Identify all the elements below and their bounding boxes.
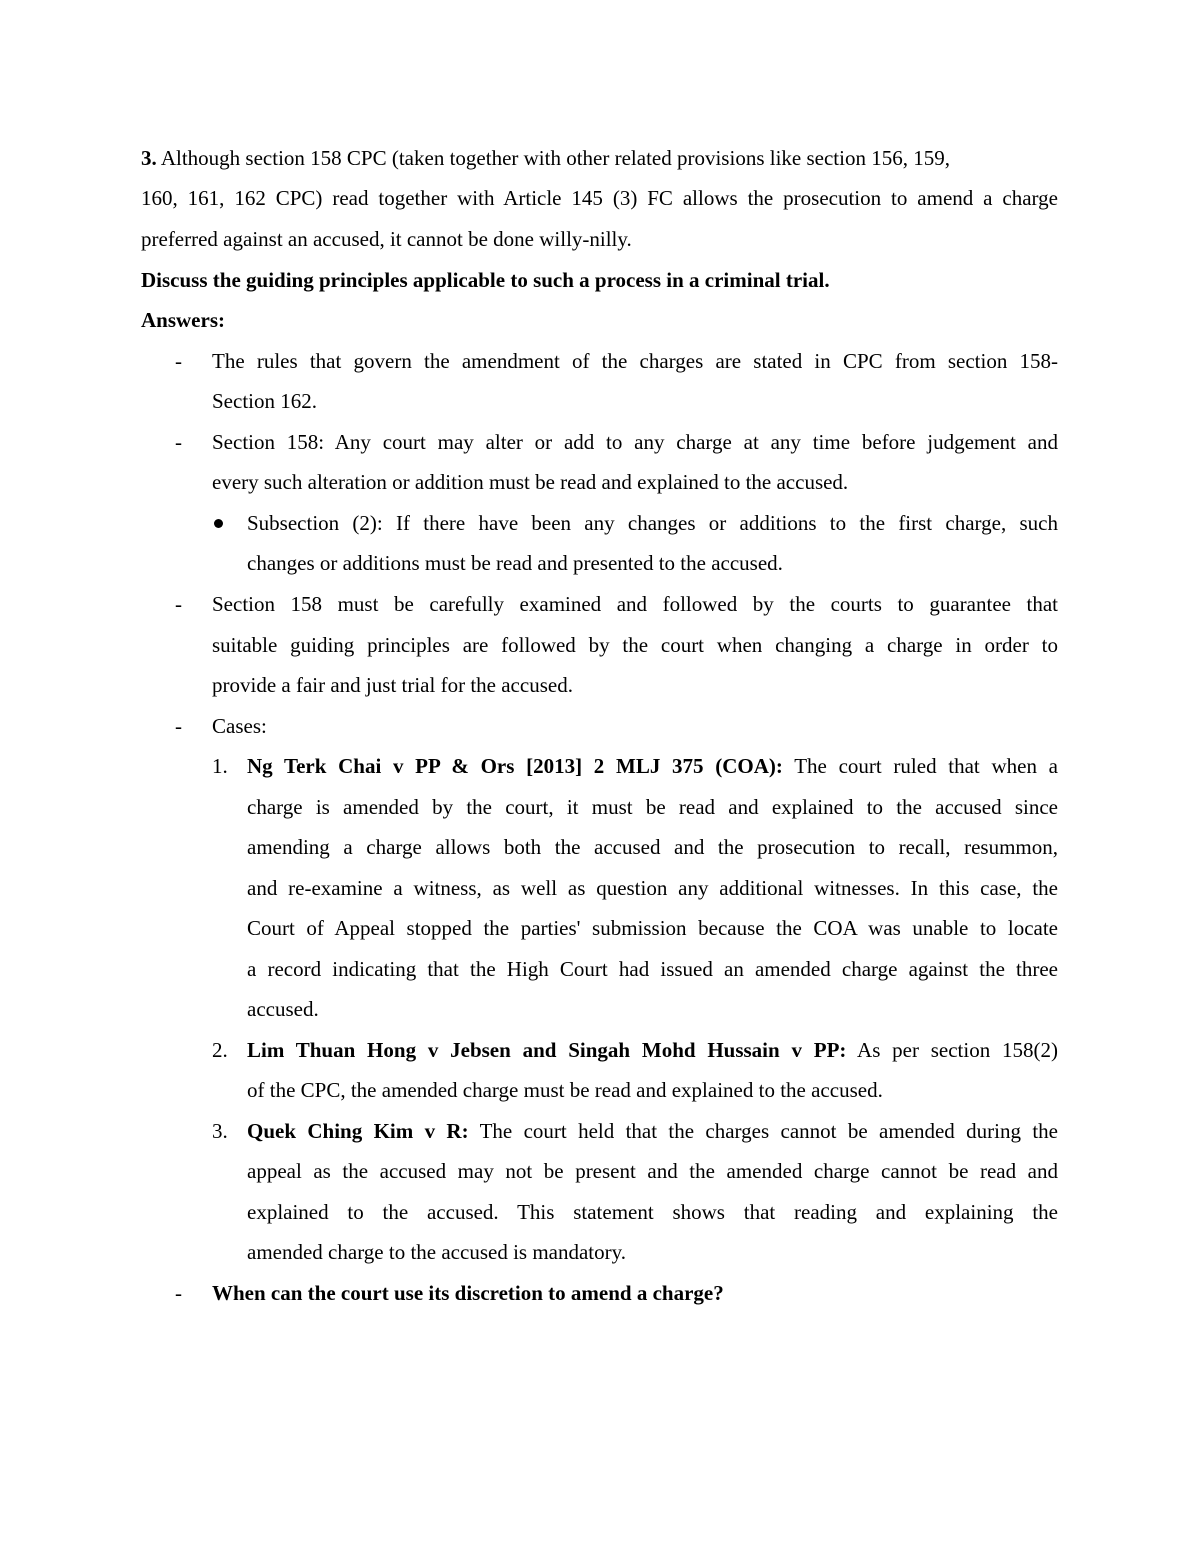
- question-prompt: Discuss the guiding principles applicable to such a process in a criminal trial.: [141, 268, 830, 292]
- case-3-line-4: amended charge to the accused is mandatory.: [247, 1240, 627, 1264]
- question-line-2: 160, 161, 162 CPC) read together with Article 145 (3) FC allows the prosecution to amend a charge: [141, 186, 1058, 210]
- case-title: Ng Terk Chai v PP & Ors [2013] 2 MLJ 375 (COA):: [247, 754, 783, 778]
- round-bullet-icon: [214, 519, 223, 528]
- dash-bullet: -: [175, 349, 182, 373]
- case-2-line-1: [247, 1037, 1058, 1063]
- case-title: Lim Thuan Hong v Jebsen and Singah Mohd Hussain v PP:: [247, 1038, 847, 1062]
- s158-line-1: Section 158: Any court may alter or add to any charge at any time before judgement and: [212, 430, 1058, 454]
- subsection-line-1: Subsection (2): If there have been any changes or additions to the first charge, such: [247, 511, 1058, 535]
- case-1-line-6: a record indicating that the High Court had issued an amended charge against the three: [247, 957, 1058, 981]
- case-text: As per section 158(2): [857, 1038, 1058, 1062]
- question-number: 3.: [141, 146, 157, 170]
- case-1-line-7: accused.: [247, 997, 319, 1021]
- case-number: 3.: [212, 1119, 228, 1143]
- case-text: The court held that the charges cannot be amended during the: [479, 1119, 1058, 1143]
- case-title: Quek Ching Kim v R:: [247, 1119, 469, 1143]
- case-number: 2.: [212, 1038, 228, 1062]
- discretion-question: When can the court use its discretion to amend a charge?: [212, 1281, 724, 1305]
- case-1-line-4: and re-examine a witness, as well as question any additional witnesses. In this case, the: [247, 876, 1058, 900]
- dash-bullet: -: [175, 714, 182, 738]
- examined-line-1: Section 158 must be carefully examined and followed by the courts to guarantee that: [212, 592, 1058, 616]
- question-line-3: preferred against an accused, it cannot be done willy-nilly.: [141, 227, 632, 251]
- rules-line-1: The rules that govern the amendment of the charges are stated in CPC from section 158-: [212, 349, 1058, 373]
- dash-bullet: -: [175, 592, 182, 616]
- case-number: 1.: [212, 754, 228, 778]
- case-3-line-2: appeal as the accused may not be present and the amended charge cannot be read and: [247, 1159, 1058, 1183]
- case-text: The court ruled that when a: [794, 754, 1058, 778]
- case-1-line-3: amending a charge allows both the accused and the prosecution to recall, resummon,: [247, 835, 1058, 859]
- answers-heading: Answers:: [141, 308, 225, 332]
- case-3-line-1: [247, 1118, 1058, 1144]
- case-1-line-1: [247, 753, 1058, 779]
- examined-line-2: suitable guiding principles are followed by the court when changing a charge in order to: [212, 633, 1058, 657]
- question-line-1: [141, 145, 950, 171]
- question-text-1: Although section 158 CPC (taken together with other related provisions like section 156, 159,: [160, 146, 950, 170]
- dash-bullet: -: [175, 430, 182, 454]
- case-1-line-5: Court of Appeal stopped the parties' submission because the COA was unable to locate: [247, 916, 1058, 940]
- case-1-line-2: charge is amended by the court, it must be read and explained to the accused since: [247, 795, 1058, 819]
- case-2-line-2: of the CPC, the amended charge must be read and explained to the accused.: [247, 1078, 883, 1102]
- rules-line-2: Section 162.: [212, 389, 317, 413]
- examined-line-3: provide a fair and just trial for the accused.: [212, 673, 573, 697]
- s158-line-2: every such alteration or addition must be read and explained to the accused.: [212, 470, 849, 494]
- cases-label: Cases:: [212, 714, 267, 738]
- case-3-line-3: explained to the accused. This statement shows that reading and explaining the: [247, 1200, 1058, 1224]
- subsection-line-2: changes or additions must be read and presented to the accused.: [247, 551, 783, 575]
- dash-bullet: -: [175, 1281, 182, 1305]
